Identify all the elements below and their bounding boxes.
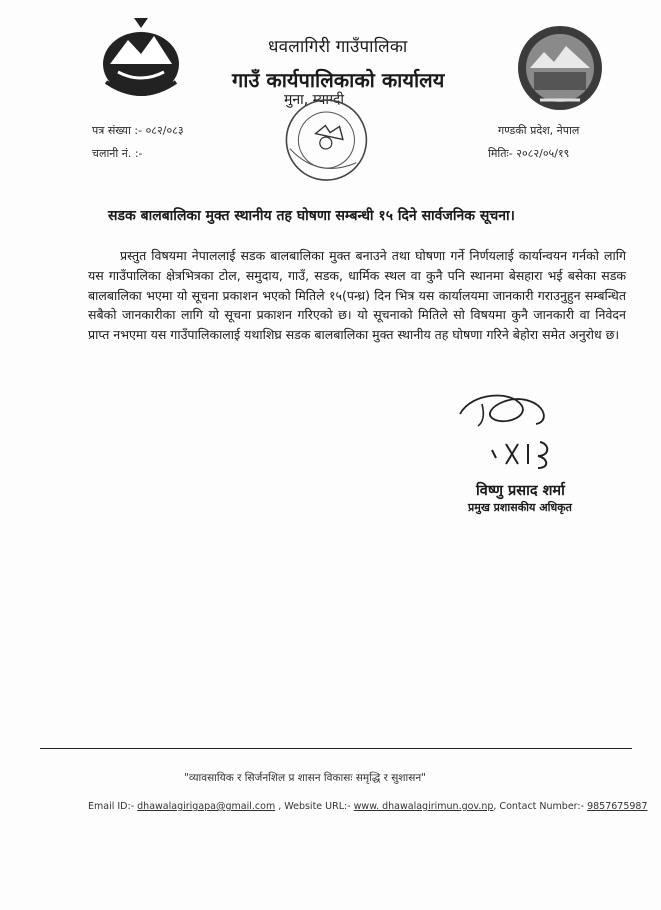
- contact-label: , Contact Number:-: [493, 801, 588, 812]
- email-link[interactable]: dhawalagirigapa@gmail.com: [137, 801, 276, 812]
- footer-contact-line: [88, 801, 648, 812]
- nepal-emblem-icon: [88, 14, 194, 102]
- letter-date: मितिः- २०८२/०५/१९: [488, 147, 570, 160]
- signatory-name: विष्णु प्रसाद शर्मा: [476, 483, 565, 499]
- notice-subject: सडक बालबालिका मुक्त स्थानीय तह घोषणा सम्बन्धी १५ दिने सार्वजनिक सूचना।: [108, 208, 515, 224]
- handwritten-signature: [452, 384, 572, 476]
- website-label: , Website URL:-: [275, 801, 354, 812]
- notice-body: प्रस्तुत विषयमा नेपाललाई सडक बालबालिका मुक्त बनाउने तथा घोषणा गर्ने निर्णयलाई कार्यान्वयन गर्नको लागि यस गाउँपालिका क्षेत्रभित्रका टोल, समुदाय, गाउँ, सडक, धार्मिक स्थल वा कुनै पनि स्थानमा बेसहारा भई बसेका सडक बालबालिका भएमा यो सूचना प्रकाशन भएको मितिले १५(पन्ध्र) दिन भित्र यस कार्यालयमा जानकारी गराउनुहुन सम्बन्धित सबैको जानकारीका लागि यो सूचना प्रकाशन गरिएको छ। यो सूचनाको मितिले सो विषयमा कुनै जानकारी वा निवेदन प्राप्त नभएमा यस गाउँपालिकालाई यथाशिघ्र सडक बालबालिका मुक्त स्थानीय तह घोषणा गरिने बेहोरा समेत अनुरोध छ।: [88, 248, 626, 343]
- contact-number[interactable]: 9857675987: [587, 801, 648, 812]
- signatory-title: प्रमुख प्रशासकीय अधिकृत: [468, 501, 572, 514]
- footer-divider: [40, 748, 632, 749]
- municipality-logo-icon: [514, 22, 606, 114]
- executive-office-title: गाउँ कार्यपालिकाको कार्यालय: [232, 68, 445, 92]
- office-location: मुना, म्याग्दी: [284, 92, 344, 108]
- reference-number: पत्र संख्या :- ०८२/०८३: [92, 124, 184, 137]
- website-link[interactable]: www. dhawalagirimun.gov.np: [353, 801, 494, 812]
- office-name: धवलागिरी गाउँपालिका: [268, 37, 408, 57]
- province: गण्डकी प्रदेश, नेपाल: [498, 124, 580, 137]
- dispatch-number: चलानी नं. :-: [92, 147, 143, 160]
- footer-slogan: "व्यावसायिक र सिर्जनशिल प्र शासन विकासः समृद्धि र सुशासन": [184, 772, 426, 784]
- official-seal-stamp: [270, 96, 382, 188]
- email-label: Email ID:-: [88, 801, 138, 812]
